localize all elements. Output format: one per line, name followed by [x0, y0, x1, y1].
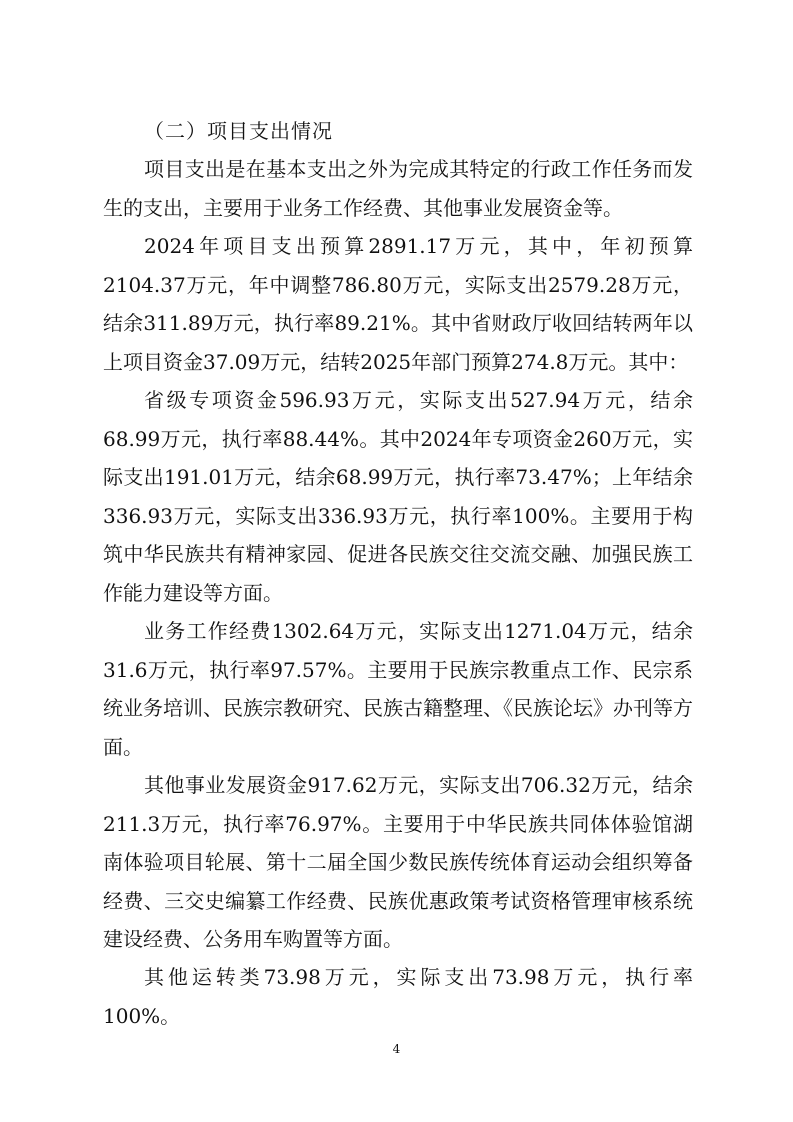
paragraph-provincial-special-funds: 省级专项资金596.93万元，实际支出527.94万元，结余68.99万元，执行率88.44%。其中2024年专项资金260万元，实际支出191.01万元，结余68.99万元，执行率73.47%；上年结余336.93万元，实际支出336.93万元，执行率100%。主要用于构筑中华民族共有精神家园、促进各民族交往交流交融、加强民族工作能力建设等方面。	[103, 388, 693, 605]
page-number: 4	[392, 1042, 401, 1056]
paragraph-other-development-funds: 其他事业发展资金917.62万元，实际支出706.32万元，结余211.3万元，执行率76.97%。主要用于中华民族共同体体验馆湖南体验项目轮展、第十二届全国少数民族传统体育运动会组织筹备经费、三交史编纂工作经费、民族优惠政策考试资格管理审核系统建设经费、公务用车购置等方面。	[103, 773, 693, 951]
paragraph-business-work-funds: 业务工作经费1302.64万元，实际支出1271.04万元，结余31.6万元，执行率97.57%。主要用于民族宗教重点工作、民宗系统业务培训、民族宗教研究、民族古籍整理、《民族论坛》办刊等方面。	[103, 619, 693, 759]
paragraph-budget-summary: 2024年项目支出预算2891.17万元，其中，年初预算2104.37万元，年中调整786.80万元，实际支出2579.28万元，结余311.89万元，执行率89.21%。其中省财政厅收回结转两年以上项目资金37.09万元，结转2025年部门预算274.8万元。其中：	[103, 234, 693, 374]
paragraph-other-operations: 其他运转类73.98万元，实际支出73.98万元，执行率100%。	[103, 965, 693, 1028]
paragraph-intro: 项目支出是在基本支出之外为完成其特定的行政工作任务而发生的支出，主要用于业务工作经费、其他事业发展资金等。	[103, 157, 693, 220]
section-heading: （二）项目支出情况	[144, 119, 333, 143]
